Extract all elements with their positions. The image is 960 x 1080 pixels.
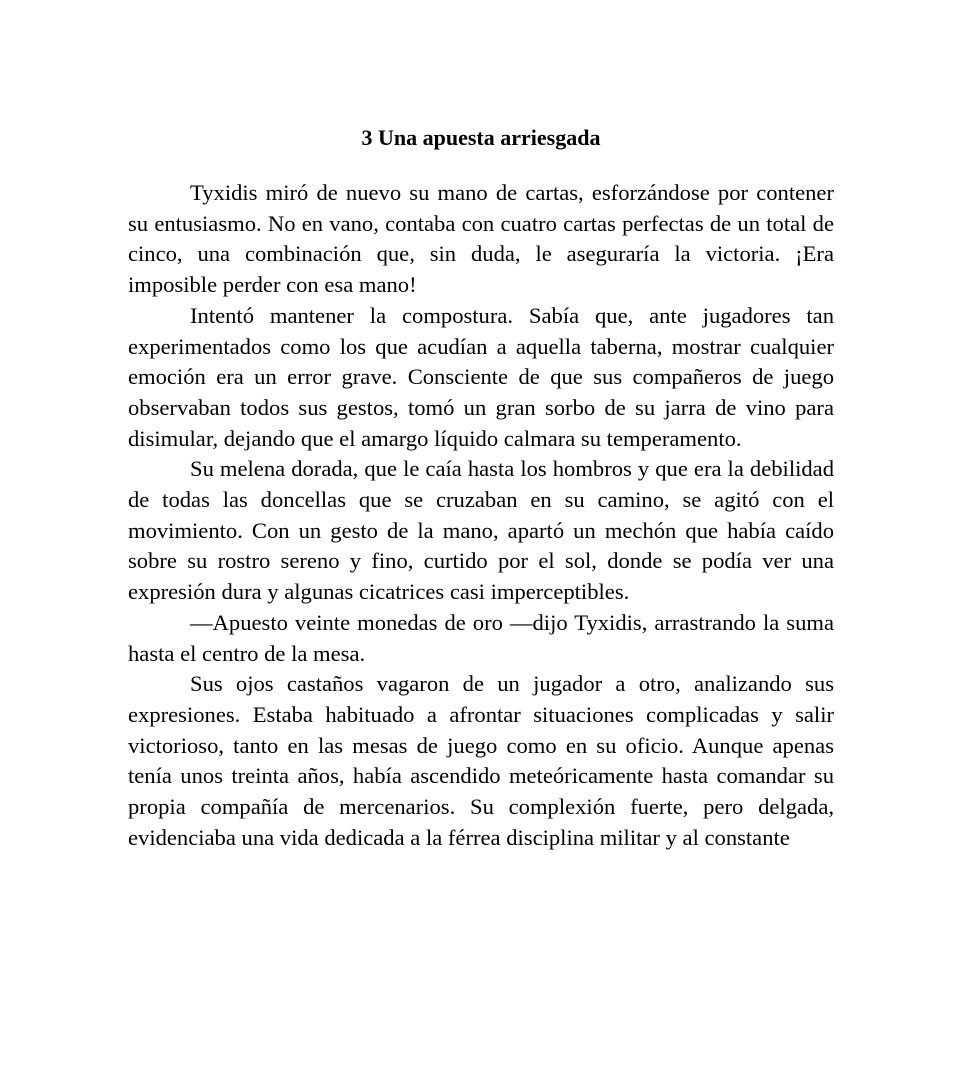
- book-page: [128, 122, 834, 853]
- paragraph-4: —Apuesto veinte monedas de oro —dijo Tyxidis, arrastrando la suma hasta el centro de la mesa.: [128, 609, 834, 666]
- paragraph-2: Intentó mantener la compostura. Sabía que, ante jugadores tan experimentados como los que acudían a aquella taberna, mostrar cualquier emoción era un error grave. Consciente de que sus compañeros de juego observaban todos sus gestos, tomó un gran sorbo de su jarra de vino para disimular, dejando que el amargo líquido calmara su temperamento.: [128, 302, 834, 451]
- paragraph-3: Su melena dorada, que le caía hasta los hombros y que era la debilidad de todas las doncellas que se cruzaban en su camino, se agitó con el movimiento. Con un gesto de la mano, apartó un mechón que había caído sobre su rostro sereno y fino, curtido por el sol, donde se podía ver una expresión dura y algunas cicatrices casi imperceptibles.: [128, 456, 834, 605]
- paragraph-5: Sus ojos castaños vagaron de un jugador a otro, analizando sus expresiones. Estaba habituado a afrontar situaciones complicadas y salir victorioso, tanto en las mesas de juego como en su oficio. Aunque apenas tenía unos treinta años, había ascendido meteóricamente hasta comandar su propia compañía de mercenarios. Su complexión fuerte, pero delgada, evidenciaba una vida dedicada a la férrea disciplina militar y al constante: [128, 671, 834, 850]
- paragraph-1: Tyxidis miró de nuevo su mano de cartas, esforzándose por contener su entusiasmo. No en vano, contaba con cuatro cartas perfectas de un total de cinco, una combinación que, sin duda, le aseguraría la victoria. ¡Era imposible perder con esa mano!: [128, 180, 834, 298]
- chapter-title: 3 Una apuesta arriesgada: [361, 125, 601, 150]
